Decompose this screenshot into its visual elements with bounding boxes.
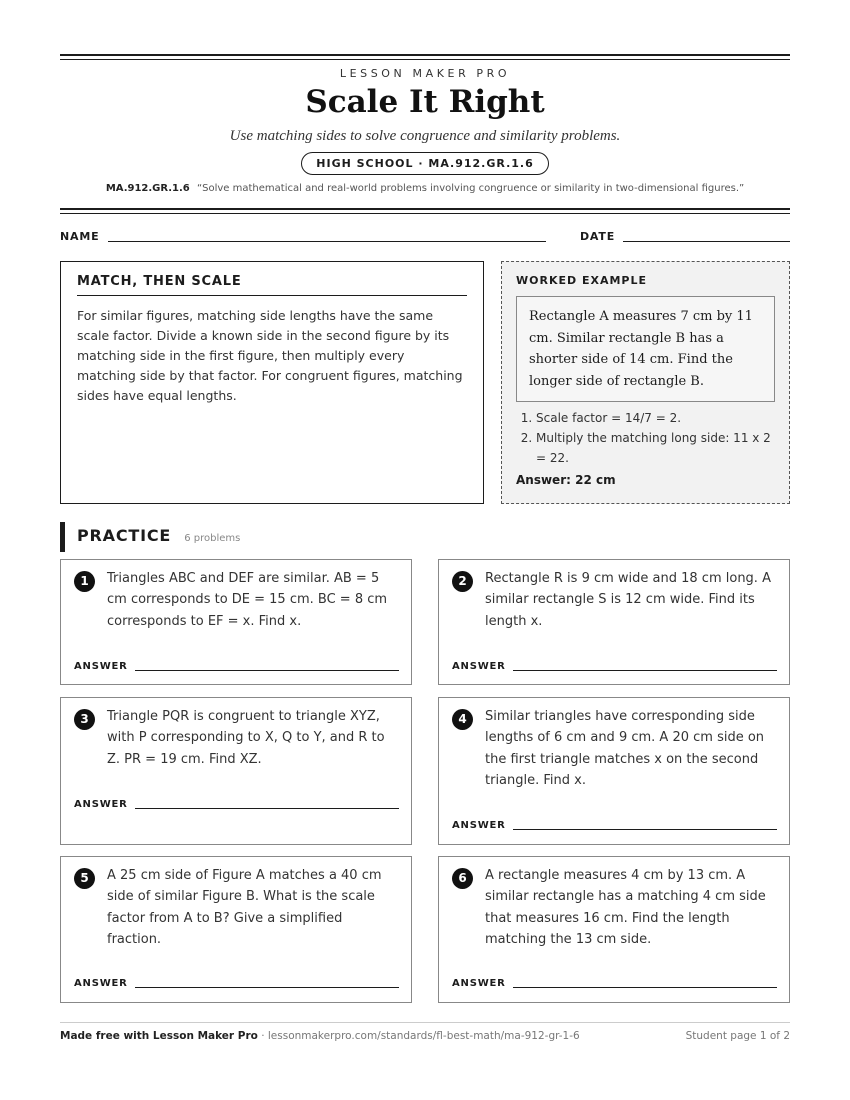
- problem-text: Triangle PQR is congruent to triangle XYZ, with P corresponding to X, Q to Y, and R to Z. PR = 19 cm. Find XZ.: [107, 709, 385, 767]
- answer-field[interactable]: [135, 808, 399, 809]
- name-field[interactable]: [108, 241, 546, 242]
- grade-badge: HIGH SCHOOL · MA.912.GR.1.6: [301, 152, 548, 175]
- problem-text: A rectangle measures 4 cm by 13 cm. A similar rectangle has a matching 4 cm side that measures 16 cm. Find the length matching the 13 cm side.: [485, 868, 766, 947]
- worked-example-problem: Rectangle A measures 7 cm by 11 cm. Similar rectangle B has a shorter side of 14 cm. Find the longer side of rectangle B.: [516, 296, 775, 402]
- page-subtitle: Use matching sides to solve congruence and similarity problems.: [229, 128, 621, 144]
- answer-field[interactable]: [135, 987, 399, 988]
- footer-credit: [60, 1030, 580, 1042]
- answer-label: ANSWER: [74, 661, 128, 672]
- footer-rule: [60, 1022, 790, 1023]
- intro-box: [60, 261, 484, 504]
- standard-statement: [60, 183, 790, 194]
- problem-card-5: [60, 856, 412, 1003]
- footer-page-number: Student page 1 of 2: [685, 1030, 790, 1042]
- answer-label: ANSWER: [74, 799, 128, 810]
- problem-card-1: [60, 559, 412, 685]
- problem-text: Triangles ABC and DEF are similar. AB = 5 cm corresponds to DE = 15 cm. BC = 8 cm corresponds to EF = x. Find x.: [107, 571, 388, 629]
- page-title: Scale It Right: [305, 84, 545, 120]
- practice-title: PRACTICE: [77, 526, 172, 545]
- practice-heading: [60, 522, 240, 552]
- answer-label: ANSWER: [452, 661, 506, 672]
- top-rule: [60, 54, 790, 60]
- problem-card-6: [438, 856, 790, 1003]
- answer-field[interactable]: [135, 670, 399, 671]
- footer-made-with: Made free with Lesson Maker Pro: [60, 1030, 258, 1042]
- date-label: DATE: [580, 230, 616, 243]
- problem-number: 5: [74, 868, 95, 889]
- worked-example-heading: WORKED EXAMPLE: [516, 274, 647, 287]
- problem-card-2: [438, 559, 790, 685]
- answer-label: ANSWER: [74, 978, 128, 989]
- standard-text: “Solve mathematical and real-world problems involving congruence or similarity in two-dimensional figures.”: [196, 183, 745, 194]
- practice-count: 6 problems: [184, 533, 241, 544]
- problem-card-4: [438, 697, 790, 845]
- name-label: NAME: [60, 230, 100, 243]
- intro-heading: MATCH, THEN SCALE: [77, 274, 467, 296]
- problem-number: 2: [452, 571, 473, 592]
- worked-example-steps: [516, 408, 775, 468]
- worked-example-box: [501, 261, 790, 504]
- problem-number: 3: [74, 709, 95, 730]
- worked-example-step: 2. Multiply the matching long side: 11 x 2 = 22.: [536, 428, 775, 468]
- problem-text: Rectangle R is 9 cm wide and 18 cm long. A similar rectangle S is 12 cm wide. Find its length x.: [485, 571, 771, 629]
- name-date-row: [60, 230, 790, 250]
- problem-card-3: [60, 697, 412, 845]
- problem-number: 6: [452, 868, 473, 889]
- problem-text: A 25 cm side of Figure A matches a 40 cm side of similar Figure B. What is the scale factor from A to B? Give a simplified fraction.: [107, 868, 382, 947]
- grade-badge-wrap: [60, 152, 790, 175]
- problem-number: 1: [74, 571, 95, 592]
- worked-example-answer: Answer: 22 cm: [516, 473, 616, 487]
- answer-field[interactable]: [513, 829, 777, 830]
- problem-number: 4: [452, 709, 473, 730]
- answer-label: ANSWER: [452, 978, 506, 989]
- answer-field[interactable]: [513, 987, 777, 988]
- answer-field[interactable]: [513, 670, 777, 671]
- intro-body: For similar figures, matching side lengths have the same scale factor. Divide a known side in the second figure by its matching side in the first figure, then multiply every matching side by that factor. For congruent figures, matching sides have equal lengths.: [77, 308, 463, 403]
- header-bottom-rule: [60, 208, 790, 214]
- standard-code: MA.912.GR.1.6: [105, 183, 190, 194]
- footer-url[interactable]: · lessonmakerpro.com/standards/fl-best-math/ma-912-gr-1-6: [257, 1030, 580, 1042]
- problem-text: Similar triangles have corresponding side lengths of 6 cm and 9 cm. A 20 cm side on the first triangle matches x on the second triangle. Find x.: [485, 709, 765, 788]
- brand-name: LESSON MAKER PRO: [339, 67, 511, 80]
- worked-example-step: 1. Scale factor = 14/7 = 2.: [536, 408, 775, 428]
- answer-label: ANSWER: [452, 820, 506, 831]
- date-field[interactable]: [623, 241, 790, 242]
